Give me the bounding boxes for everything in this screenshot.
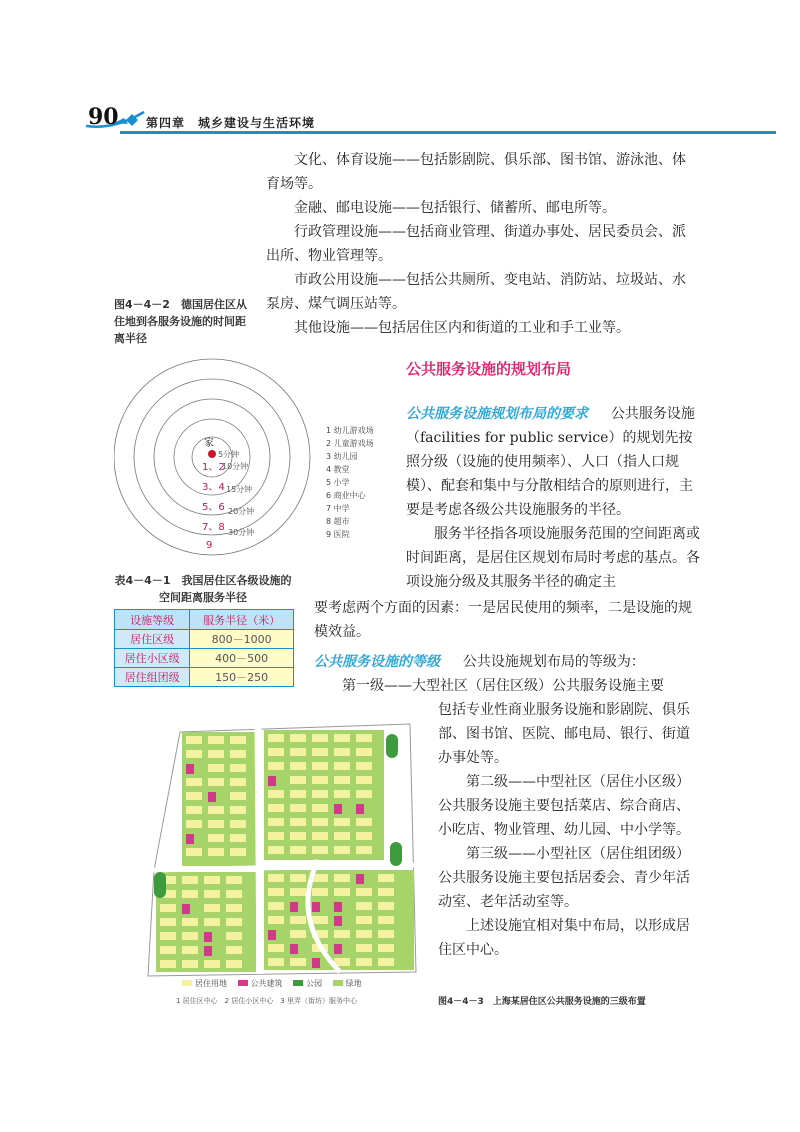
residential-block [186, 736, 202, 744]
residential-block [312, 734, 328, 742]
public-building [312, 902, 320, 912]
residential-block [290, 734, 306, 742]
legend-item: 5 小学 [326, 478, 350, 487]
residential-block [208, 820, 224, 828]
home-label: 家 [204, 438, 214, 449]
residential-block [290, 832, 306, 840]
ring-facility-numbers: 3、4 [202, 482, 225, 493]
residential-block [378, 888, 394, 896]
column-header: 服务半径（米） [190, 610, 294, 630]
table-row [115, 630, 294, 649]
residential-block [226, 932, 242, 940]
public-building [356, 804, 364, 814]
residential-block [334, 748, 350, 756]
legend-item: 2 儿童游戏场 [326, 439, 374, 448]
residential-block [268, 874, 284, 882]
residential-block [312, 762, 328, 770]
residential-block [356, 748, 372, 756]
subsection-text: 公共设施规划布局的等级为： [462, 654, 645, 670]
residential-block [268, 902, 284, 910]
residential-block [268, 958, 284, 966]
residential-block [334, 888, 350, 896]
park-patch [154, 872, 166, 898]
residential-block [208, 806, 224, 814]
residential-block [208, 834, 224, 842]
residential-block [186, 778, 202, 786]
legend-label: 居住用地 [195, 979, 227, 988]
public-building [334, 944, 342, 954]
residential-block [290, 846, 306, 854]
residential-block [268, 846, 284, 854]
residential-block [312, 776, 328, 784]
residential-block [334, 734, 350, 742]
ring-label: 15分钟 [226, 485, 253, 494]
table-row [115, 649, 294, 668]
legend-swatch [238, 980, 248, 986]
public-building [334, 902, 342, 912]
public-building [268, 930, 276, 940]
residential-block [378, 958, 394, 966]
residential-block [290, 776, 306, 784]
residential-block [356, 790, 372, 798]
ring-label: 30分钟 [228, 528, 255, 537]
residential-block [208, 764, 224, 772]
paragraph: 上述设施宜相对集中布局，以形成居住区中心。 [438, 918, 690, 958]
residential-block [290, 958, 306, 966]
residential-block [356, 818, 372, 826]
legend-swatch [333, 980, 343, 986]
residential-block [356, 762, 372, 770]
residential-block [356, 916, 372, 924]
intro-text [266, 148, 698, 340]
residential-block [268, 748, 284, 756]
ring-label: 10分钟 [222, 462, 249, 471]
residential-block [182, 876, 198, 884]
requirements-block [406, 402, 700, 594]
residential-block [290, 888, 306, 896]
residential-block [226, 960, 242, 968]
levels-intro [314, 650, 700, 698]
header-rule [120, 131, 776, 134]
ring-facility-numbers: 7、8 [202, 522, 225, 533]
residential-block [356, 902, 372, 910]
residential-block [334, 818, 350, 826]
figure-4-4-2-caption: 图4－4－2 德国居住区从住地到各服务设施的时间距离半径 [114, 298, 247, 345]
public-building [186, 764, 194, 774]
paragraph [406, 402, 700, 522]
residential-block [356, 734, 372, 742]
residential-block [160, 918, 176, 926]
public-building [290, 944, 298, 954]
ring-label: 20分钟 [228, 507, 255, 516]
paragraph: 第一级——大型社区（居住区级）公共服务设施主要 [342, 678, 664, 694]
home-marker-icon [208, 450, 216, 458]
residential-block [208, 848, 224, 856]
levels-text [438, 698, 700, 962]
legend-label: 公园 [306, 979, 323, 988]
residential-block [268, 916, 284, 924]
residential-block [230, 848, 246, 856]
legend-item: 6 商业中心 [326, 491, 366, 500]
residential-block [334, 874, 350, 882]
residential-block [268, 832, 284, 840]
residential-block [290, 930, 306, 938]
residential-block [334, 832, 350, 840]
residential-block [356, 846, 372, 854]
section-title: 公共服务设施的规划布局 [406, 360, 572, 378]
residential-block [230, 792, 246, 800]
residential-block [268, 790, 284, 798]
residential-block [356, 832, 372, 840]
residential-block [230, 820, 246, 828]
residential-block [160, 932, 176, 940]
ring-facility-numbers: 5、6 [202, 502, 225, 513]
residential-block [230, 736, 246, 744]
paragraph: 行政管理设施——包括商业管理、街道办事处、居民委员会、派出所、物业管理等。 [266, 224, 686, 264]
residential-block [268, 734, 284, 742]
table-cell: 800－1000 [190, 630, 294, 649]
residential-block [290, 874, 306, 882]
public-building [312, 958, 320, 968]
chapter-title: 第四章 城乡建设与生活环境 [146, 116, 316, 130]
residential-block [378, 916, 394, 924]
park-patch [386, 734, 398, 758]
table-caption: 表4－4－1 我国居住区各级设施的空间距离服务半径 [114, 574, 292, 604]
table-cell: 150－250 [190, 668, 294, 687]
residential-block [356, 888, 372, 896]
legend-swatch [293, 980, 303, 986]
table-header-row [115, 610, 294, 630]
residential-block [290, 748, 306, 756]
residential-block [186, 792, 202, 800]
residential-block [230, 778, 246, 786]
residential-block [312, 804, 328, 812]
residential-block [160, 946, 176, 954]
residential-block [312, 818, 328, 826]
residential-block [378, 944, 394, 952]
residential-block [226, 890, 242, 898]
paragraph: 市政公用设施——包括公共厕所、变电站、消防站、垃圾站、水泵房、煤气调压站等。 [266, 272, 686, 312]
residential-block [204, 904, 220, 912]
residential-block [160, 904, 176, 912]
table-row [115, 668, 294, 687]
residential-block [208, 736, 224, 744]
residential-block [208, 778, 224, 786]
residential-block [268, 818, 284, 826]
public-building [334, 916, 342, 926]
residential-block [334, 776, 350, 784]
residential-block [204, 960, 220, 968]
residential-block [312, 790, 328, 798]
residential-block [230, 834, 246, 842]
residential-block [312, 916, 328, 924]
residential-block [356, 944, 372, 952]
legend-label: 公共建筑 [250, 979, 283, 988]
residential-block [182, 960, 198, 968]
residential-block [312, 832, 328, 840]
paragraph: 包括专业性商业服务设施和影剧院、俱乐部、图书馆、医院、邮电局、银行、街道办事处等。 [438, 702, 690, 766]
residential-block [268, 888, 284, 896]
ring-facility-numbers: 9 [206, 540, 213, 551]
public-building [268, 776, 276, 786]
residential-district-map [140, 720, 420, 982]
public-building [208, 792, 216, 802]
residential-block [334, 790, 350, 798]
table-cell: 400－500 [190, 649, 294, 668]
residential-block [268, 944, 284, 952]
residential-block [312, 748, 328, 756]
residential-block [230, 764, 246, 772]
public-building [204, 946, 212, 956]
residential-block [268, 804, 284, 812]
paragraph-continued [314, 596, 700, 644]
residential-block [204, 876, 220, 884]
park-patch [390, 842, 402, 866]
public-building [204, 932, 212, 942]
residential-block [356, 958, 372, 966]
figure-4-4-3-caption: 图4－4－3 上海某居住区公共服务设施的三级布置 [438, 997, 646, 1007]
residential-block [226, 904, 242, 912]
residential-block [378, 874, 394, 882]
ring-legend [326, 424, 406, 541]
residential-block [208, 750, 224, 758]
map-centers-note: 1 居住区中心 2 居住小区中心 3 里弄（街坊）服务中心 [176, 997, 358, 1005]
residential-block [182, 918, 198, 926]
ring-label: 5分钟 [218, 450, 240, 459]
diamond-icon [126, 114, 138, 126]
residential-block [204, 890, 220, 898]
residential-block [334, 762, 350, 770]
residential-block [186, 806, 202, 814]
residential-block [160, 960, 176, 968]
residential-block [356, 776, 372, 784]
public-building [182, 904, 190, 914]
residential-block [334, 930, 350, 938]
residential-block [230, 806, 246, 814]
subsection-title: 公共服务设施的等级 [314, 654, 440, 670]
table-cell: 居住区级 [115, 630, 190, 649]
residential-block [226, 876, 242, 884]
residential-block [226, 946, 242, 954]
paragraph [314, 650, 700, 674]
residential-block [290, 916, 306, 924]
legend-item: 7 中学 [326, 504, 350, 513]
residential-block [226, 918, 242, 926]
public-building [290, 902, 298, 912]
residential-block [182, 946, 198, 954]
service-radius-table [114, 609, 294, 687]
residential-block [182, 932, 198, 940]
public-building [186, 834, 194, 844]
residential-block [290, 790, 306, 798]
paragraph: 服务半径指各项设施服务范围的空间距离或时间距离，是居住区规划布局时考虑的基点。各项设施分级及其服务半径的确定主 [406, 526, 700, 590]
residential-block [182, 890, 198, 898]
public-building [334, 804, 342, 814]
legend-item: 8 超市 [326, 517, 350, 526]
legend-item: 3 幼儿园 [326, 452, 358, 461]
residential-block [186, 750, 202, 758]
map-legend [182, 978, 402, 989]
paragraph: 其他设施——包括居住区内和街道的工业和手工业等。 [294, 320, 630, 336]
paragraph: 第三级——小型社区（居住组团级）公共服务设施主要包括居委会、青少年活动室、老年活动室等。 [438, 846, 690, 910]
residential-block [290, 818, 306, 826]
page-number: 90 [88, 104, 119, 130]
residential-block [356, 930, 372, 938]
paragraph: 要考虑两个方面的因素：一是居民使用的频率，二是设施的规模效益。 [314, 600, 692, 640]
table-cell: 居住组团级 [115, 668, 190, 687]
paragraph: 文化、体育设施——包括影剧院、俱乐部、图书馆、游泳池、体育场等。 [266, 152, 686, 192]
residential-block [230, 750, 246, 758]
subsection-text: 公共服务设施（facilities for public service）的规划先按照分级（设施的使用频率）、人口（指人口规模）、配套和集中与分散相结合的原则进行，主要是考虑各级公共设施服务的半径。 [406, 406, 695, 518]
residential-block [290, 762, 306, 770]
legend-swatch [182, 980, 192, 986]
residential-block [334, 846, 350, 854]
residential-block [186, 820, 202, 828]
main-road [258, 726, 260, 974]
legend-item: 9 医院 [326, 530, 350, 539]
legend-item: 1 幼儿游戏场 [326, 426, 374, 435]
table-cell: 居住小区级 [115, 649, 190, 668]
legend-item: 4 教堂 [326, 465, 350, 474]
residential-block [312, 846, 328, 854]
map-blocks [156, 730, 414, 972]
residential-block [312, 888, 328, 896]
paragraph: 金融、邮电设施——包括银行、储蓄所、邮电所等。 [294, 200, 616, 216]
residential-block [378, 902, 394, 910]
legend-label: 绿地 [345, 979, 362, 988]
column-header: 设施等级 [115, 610, 190, 630]
residential-block [204, 918, 220, 926]
residential-block [290, 804, 306, 812]
subsection-title: 公共服务设施规划布局的要求 [406, 406, 588, 422]
ring-facility-numbers: 1、2 [202, 462, 225, 473]
paragraph: 第二级——中型社区（居住小区级）公共服务设施主要包括菜店、综合商店、小吃店、物业管理、幼儿园、中小学等。 [438, 774, 690, 838]
residential-block [378, 930, 394, 938]
residential-block [268, 762, 284, 770]
public-building [356, 874, 364, 884]
time-radius-diagram [114, 352, 314, 566]
residential-block [186, 848, 202, 856]
